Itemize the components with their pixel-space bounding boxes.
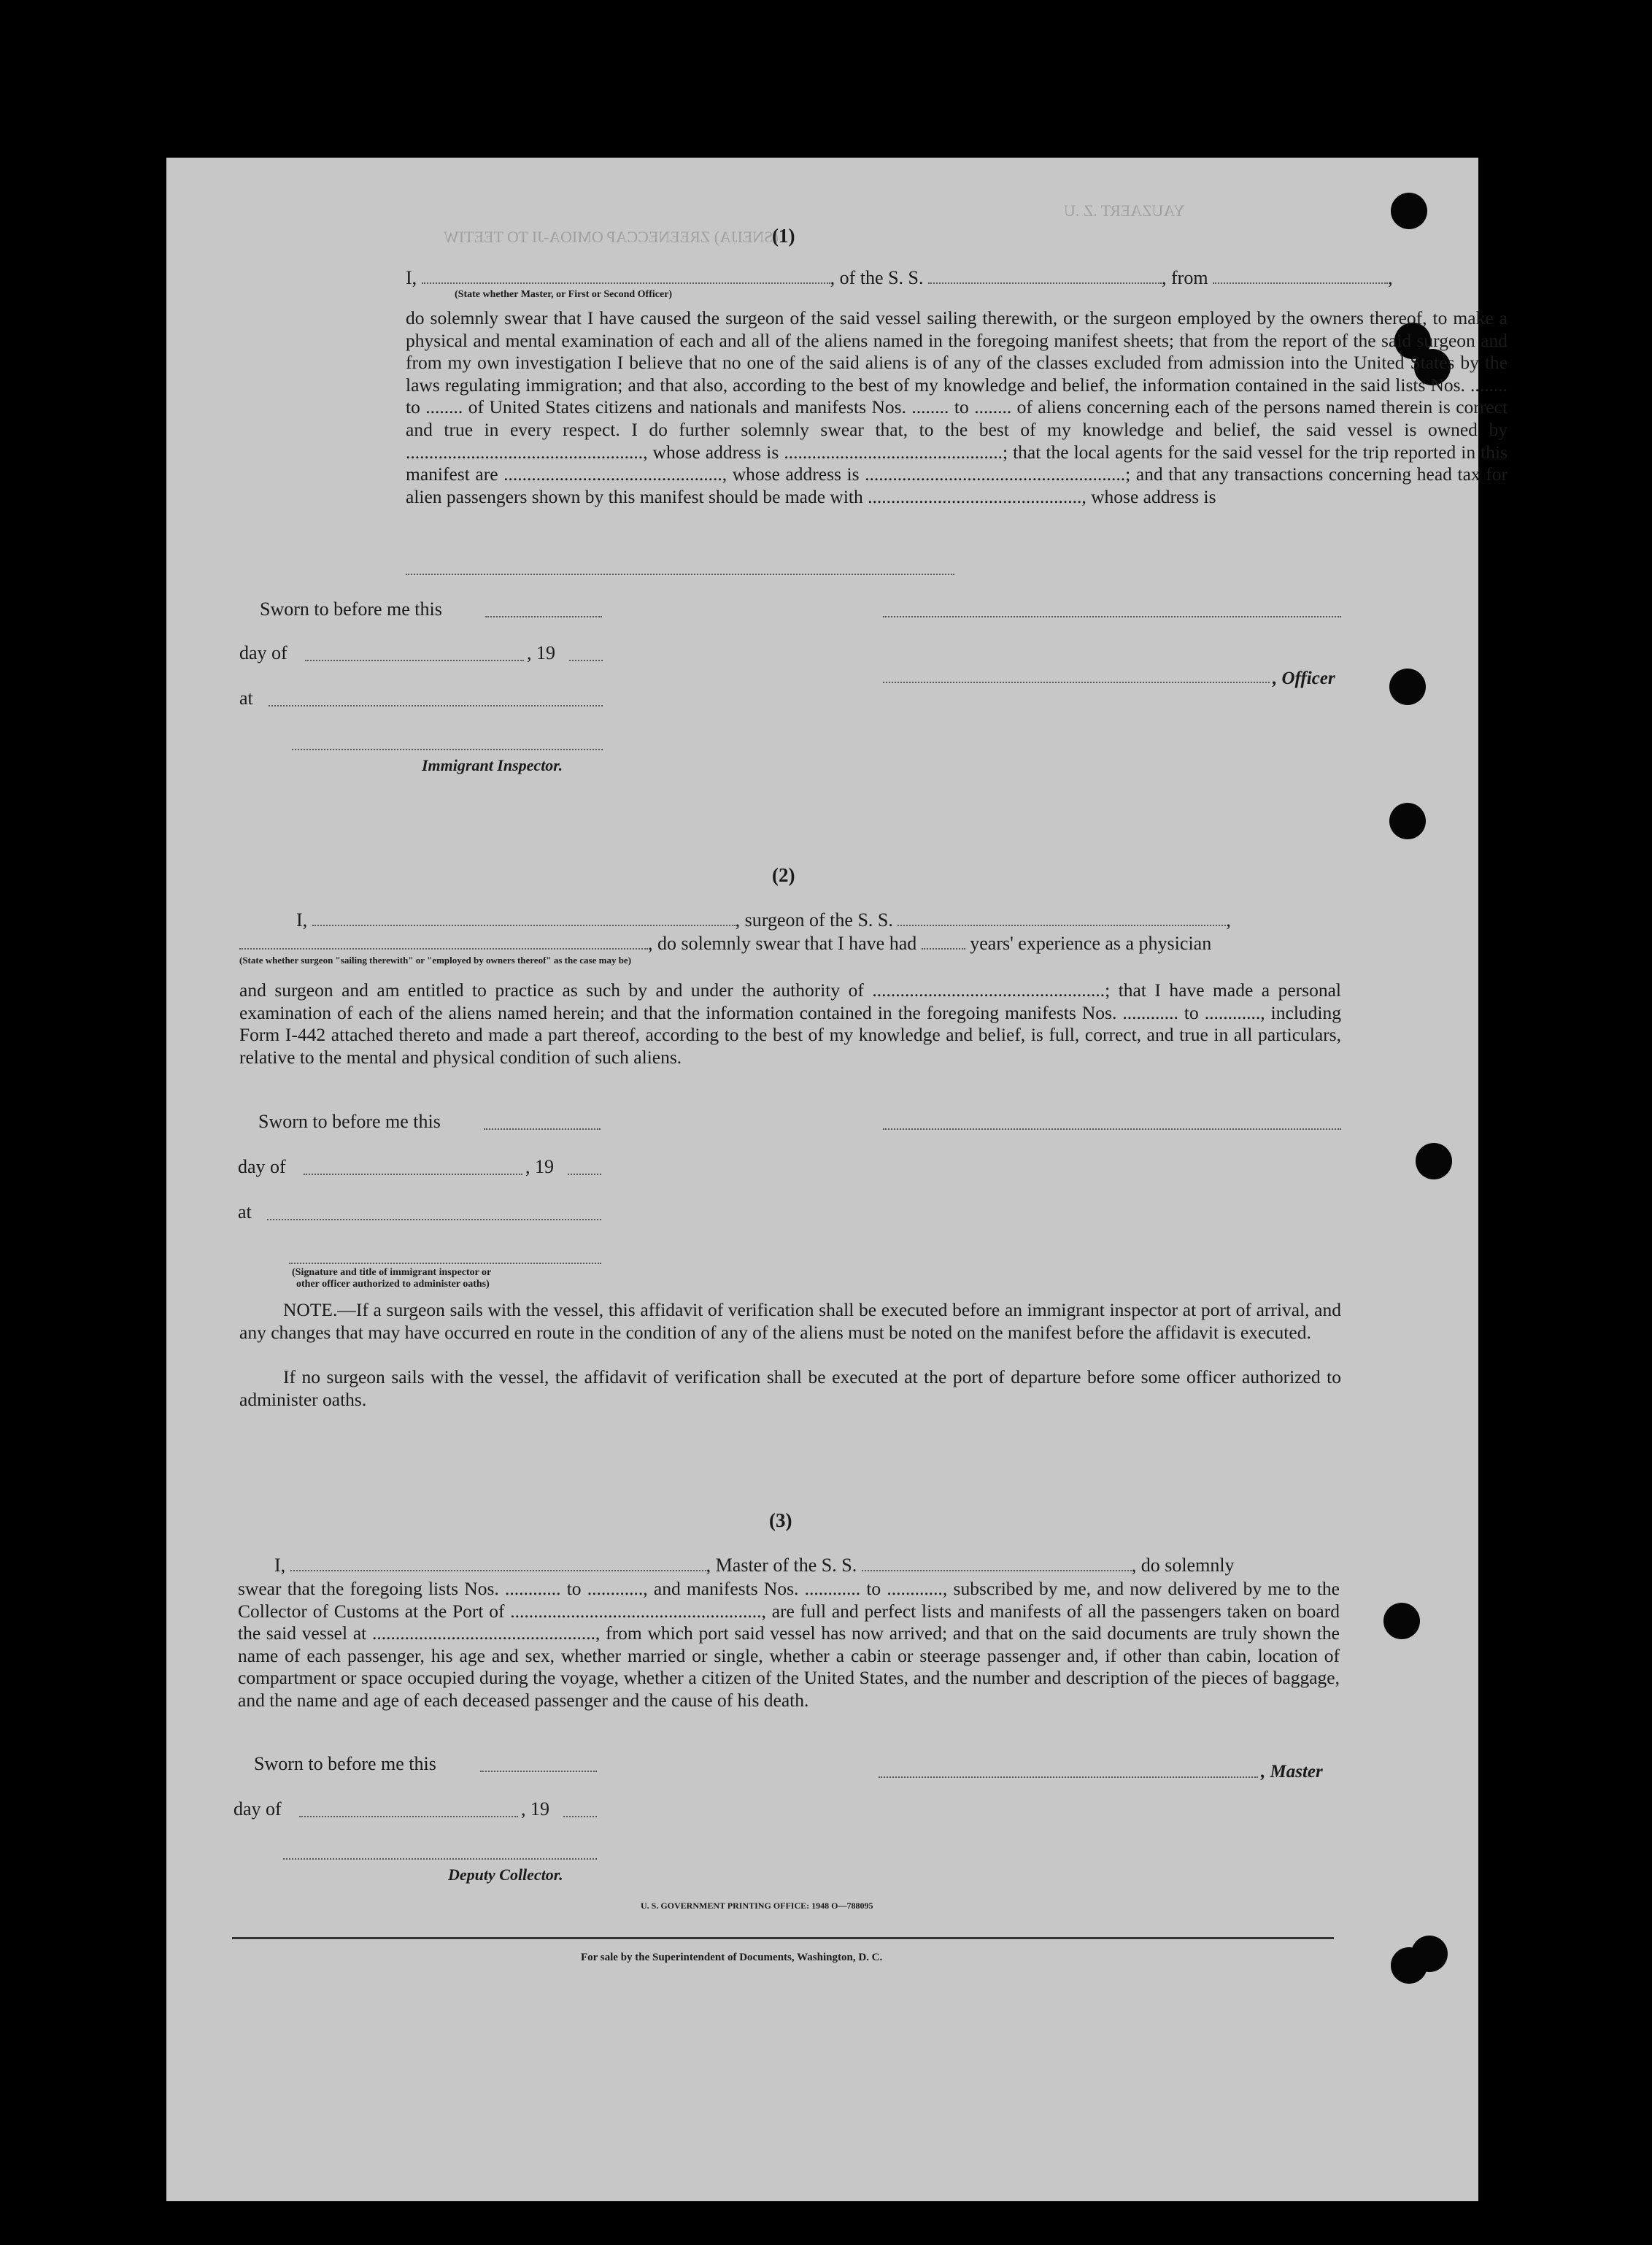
master-name-field[interactable] <box>290 1566 706 1571</box>
surgeon-of-ss-label: , surgeon of the S. S. <box>735 909 893 931</box>
address-continuation-field[interactable] <box>406 574 954 575</box>
pronoun-label: I, <box>274 1555 286 1576</box>
comma: , <box>1226 909 1231 931</box>
year-label-2: , 19 <box>525 1156 554 1177</box>
printing-office-line: U. S. GOVERNMENT PRINTING OFFICE: 1948 O—788095 <box>641 1901 873 1911</box>
departure-port-field[interactable] <box>1213 278 1388 284</box>
surgeon-name-field[interactable] <box>312 920 736 926</box>
footer-rule <box>232 1937 1334 1939</box>
manifest-page <box>166 158 1508 2201</box>
at-field-1[interactable] <box>269 705 603 706</box>
officer-note: (State whether Master, or First or Second Officer) <box>455 289 673 300</box>
punch-hole <box>1383 1603 1420 1639</box>
signature-note-line-2: other officer authorized to administer oaths) <box>296 1279 490 1290</box>
deputy-collector-label: Deputy Collector. <box>448 1865 563 1884</box>
day-of-field-1[interactable] <box>305 660 524 661</box>
punch-hole <box>1416 1143 1452 1179</box>
master-signature-line[interactable] <box>879 1776 1258 1778</box>
surgeon-vessel-field[interactable] <box>898 920 1226 926</box>
do-solemnly-label: , do solemnly <box>1131 1555 1235 1576</box>
master-vessel-field[interactable] <box>862 1566 1132 1571</box>
year-field-3[interactable] <box>563 1816 597 1817</box>
years-experience-field[interactable] <box>922 944 965 950</box>
collector-signature-line[interactable] <box>283 1858 597 1860</box>
surgeon-note-paragraph: NOTE.—If a surgeon sails with the vessel, this affidavit of verification shall be executed before an immigrant inspector at port of arrival, and any changes that may have occurred en route in the condition of any of the aliens must be noted on the manifest before the affidavit is executed. <box>239 1299 1341 1343</box>
sworn-date-field-1[interactable] <box>485 616 602 617</box>
day-of-field-2[interactable] <box>304 1174 522 1175</box>
master-of-ss-label: , Master of the S. S. <box>706 1555 857 1576</box>
section-2-second-line <box>239 933 1211 955</box>
year-field-2[interactable] <box>568 1174 601 1175</box>
section-3-intro-line <box>274 1555 1235 1576</box>
punch-hole <box>1391 193 1427 229</box>
section-2-intro-line <box>296 909 1231 931</box>
signature-note-line-1: (Signature and title of immigrant inspector or <box>292 1267 492 1278</box>
section-1-intro-line <box>406 267 1393 289</box>
from-label: , from <box>1162 267 1208 288</box>
master-label: , Master <box>1261 1762 1323 1782</box>
inspector-signature-line[interactable] <box>292 749 603 750</box>
punch-hole <box>1411 1936 1448 1972</box>
no-surgeon-note-paragraph: If no surgeon sails with the vessel, the affidavit of verification shall be executed at the port of departure before some officer authorized to administer oaths. <box>239 1366 1341 1410</box>
vessel-name-field[interactable] <box>928 278 1162 284</box>
sworn-date-field-2[interactable] <box>484 1128 601 1130</box>
year-label-3: , 19 <box>521 1798 549 1820</box>
immigrant-inspector-label: Immigrant Inspector. <box>422 756 563 774</box>
officer-label: , Officer <box>1273 669 1335 688</box>
surgeon-status-field[interactable] <box>239 944 648 950</box>
bleed-through-text: YAUZAERT .Z .U <box>1064 201 1185 220</box>
surgeon-note: (State whether surgeon "sailing therewith" or "employed by owners thereof" as the case may be) <box>239 955 632 966</box>
sworn-label-1: Sworn to before me this <box>260 598 442 620</box>
signature-title-line[interactable] <box>289 1263 601 1264</box>
for-sale-line: For sale by the Superintendent of Documents, Washington, D. C. <box>581 1952 883 1963</box>
of-ss-label: , of the S. S. <box>830 267 924 288</box>
years-experience-label: years' experience as a physician <box>970 933 1212 954</box>
pronoun-label: I, <box>406 267 417 288</box>
day-of-label-2: day of <box>238 1156 286 1177</box>
surgeon-signature-line[interactable] <box>883 1128 1341 1130</box>
punch-hole <box>1389 669 1426 705</box>
day-of-label-3: day of <box>233 1798 282 1820</box>
section-2-body: and surgeon and am entitled to practice as such by and under the authority of ..................................................; that I have made a personal examination of each of the aliens named herein; and that the information contained in the foregoing manifests Nos. ............ to ............, including Form I-442 attached thereto and made a part thereof, according to the best of my knowledge and belief, is full, correct, and true in all particulars, relative to the mental and physical condition of such aliens. <box>239 979 1341 1068</box>
officer-signature-line[interactable] <box>883 682 1270 683</box>
day-of-label-1: day of <box>239 642 287 663</box>
sworn-label-2: Sworn to before me this <box>258 1111 441 1132</box>
swear-label: , do solemnly swear that I have had <box>648 933 917 954</box>
section-2-number: (2) <box>772 864 795 886</box>
section-3-number: (3) <box>769 1509 792 1531</box>
comma: , <box>1388 267 1393 288</box>
officer-signature-line-top[interactable] <box>883 616 1341 617</box>
section-1-number: (1) <box>772 225 795 247</box>
at-label-2: at <box>238 1201 252 1222</box>
section-1-body: do solemnly swear that I have caused the surgeon of the said vessel sailing therewith, or the surgeon employed by the owners thereof, to make a physical and mental examination of each and all of the aliens named in the foregoing manifest sheets; that from the report of the said surgeon and from my own investigation I believe that no one of the said aliens is of any of the classes excluded from admission into the United States by the laws regulating immigration; and that also, according to the best of my knowledge and belief, the information contained in the said lists Nos. ........ to ........ of United States citizens and nationals and manifests Nos. ........ to ........ of aliens concerning each of the persons named therein is correct and true in every respect. I do further solemnly swear that, to the best of my knowledge and belief, the said vessel is owned by ..................................................., whose address is ...............................................; that the local agents for the said vessel for the trip reported in this manifest are ..............................................., whose address is ........................................................; and that any transactions concerning head tax for alien passengers shown by this manifest should be made with .............................................., whose address is <box>406 307 1508 507</box>
year-field-1[interactable] <box>569 660 603 661</box>
punch-hole <box>1389 803 1426 839</box>
sworn-date-field-3[interactable] <box>480 1771 597 1772</box>
day-of-field-3[interactable] <box>299 1816 518 1817</box>
at-label-1: at <box>239 688 253 709</box>
section-3-body: swear that the foregoing lists Nos. ............ to ............, and manifests Nos. ............ to ............, subscribed by me, and now delivered by me to the Collector of Customs at the Port of ......................................................, are full and perfect lists and manifests of all the passengers taken on board the said vessel at ................................................, from which port said vessel has now arrived; and that on the said documents are truly shown the name of each passenger, his age and sex, whether married or single, whether a cabin or steerage passenger and, if other than cabin, location of compartment or space occupied during the voyage, whether a citizen of the United States, and the number and description of the pieces of baggage, and the name and age of each deceased passenger and the cause of his death. <box>238 1578 1340 1711</box>
officer-name-field[interactable] <box>422 278 830 284</box>
pronoun-label: I, <box>296 909 308 931</box>
year-label-1: , 19 <box>527 642 555 663</box>
at-field-2[interactable] <box>267 1219 601 1220</box>
bleed-through-text: (SNEIJA) ZREENECCAP OMIOA-JI TO TEETIW <box>444 228 779 246</box>
sworn-label-3: Sworn to before me this <box>254 1753 436 1774</box>
